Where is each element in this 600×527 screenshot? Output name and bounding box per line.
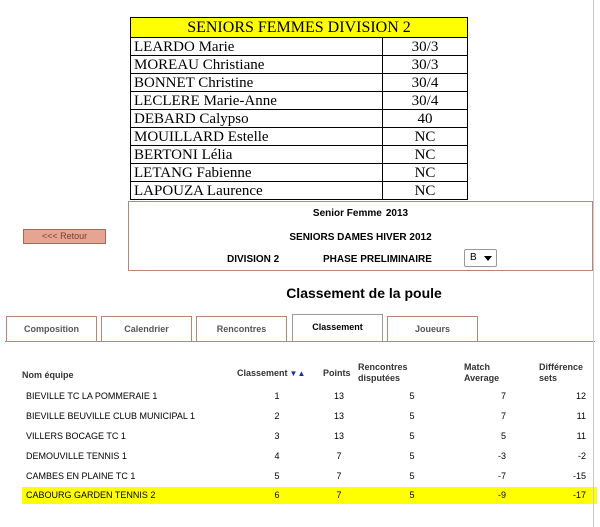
team-set-difference: 11 <box>576 431 586 441</box>
team-rank: 4 <box>274 451 280 461</box>
team-match-average: -9 <box>497 490 506 500</box>
team-set-difference: -2 <box>577 451 586 461</box>
team-played: 5 <box>409 411 415 421</box>
player-name: LETANG Fabienne <box>131 164 383 182</box>
team-rank: 5 <box>274 471 280 481</box>
header-rank-label: Classement <box>237 368 288 378</box>
team-match-average: -3 <box>497 451 506 461</box>
team-rank: 3 <box>274 431 280 441</box>
roster-row <box>131 38 468 56</box>
competition-name: SENIORS DAMES HIVER 2012 <box>289 232 432 243</box>
team-name: DEMOUVILLE TENNIS 1 <box>26 451 127 461</box>
division-label: DIVISION 2 <box>227 254 280 265</box>
roster-header-row <box>131 18 468 38</box>
header-played-line2: disputées <box>358 373 401 383</box>
team-points: 7 <box>336 451 342 461</box>
player-rank: 40 <box>383 110 468 128</box>
season-year: 2013 <box>385 208 409 219</box>
table-row-highlighted <box>22 487 597 504</box>
header-ds-line2: sets <box>539 373 558 383</box>
table-row <box>22 448 597 465</box>
table-row <box>22 408 597 425</box>
team-points: 13 <box>333 391 344 401</box>
player-name: MOREAU Christiane <box>131 56 383 74</box>
category-label: Senior Femme <box>312 208 382 219</box>
header-played <box>358 362 408 384</box>
team-set-difference: 11 <box>576 411 586 421</box>
player-rank: 30/4 <box>383 74 468 92</box>
roster-row <box>131 74 468 92</box>
player-rank: NC <box>383 164 468 182</box>
team-match-average: -7 <box>497 471 506 481</box>
header-team: Nom équipe <box>22 370 74 380</box>
team-points: 7 <box>336 490 342 500</box>
team-points: 7 <box>336 471 342 481</box>
player-name: MOUILLARD Estelle <box>131 128 383 146</box>
player-rank: 30/4 <box>383 92 468 110</box>
team-name: BIEVILLE TC LA POMMERAIE 1 <box>26 391 158 401</box>
back-button[interactable]: <<< Retour <box>23 229 106 244</box>
category-line <box>129 208 592 219</box>
roster-row <box>131 110 468 128</box>
table-row <box>22 468 597 485</box>
header-ma-line1: Match <box>464 362 491 372</box>
roster-title: SENIORS FEMMES DIVISION 2 <box>131 18 468 38</box>
team-match-average: 7 <box>500 411 506 421</box>
player-name: BERTONI Lélia <box>131 146 383 164</box>
team-set-difference: -17 <box>572 490 586 500</box>
chevron-down-icon <box>484 256 492 261</box>
team-name: BIEVILLE BEUVILLE CLUB MUNICIPAL 1 <box>26 411 196 421</box>
header-ma-line2: Average <box>464 373 500 383</box>
player-name: DEBARD Calypso <box>131 110 383 128</box>
section-title-row <box>0 285 600 301</box>
team-rank: 6 <box>274 490 280 500</box>
team-name: VILLERS BOCAGE TC 1 <box>26 431 126 441</box>
player-rank: NC <box>383 128 468 146</box>
poule-select-value: B <box>470 252 477 263</box>
tab-joueurs[interactable]: Joueurs <box>387 316 478 341</box>
roster-row <box>131 56 468 74</box>
team-played: 5 <box>409 391 415 401</box>
team-points: 13 <box>333 411 344 421</box>
team-rank: 1 <box>274 391 280 401</box>
roster-row <box>131 182 468 200</box>
roster-row <box>131 92 468 110</box>
team-name: CABOURG GARDEN TENNIS 2 <box>26 490 156 500</box>
team-match-average: 7 <box>500 391 506 401</box>
player-name: LEARDO Marie <box>131 38 383 56</box>
poule-select[interactable] <box>464 249 497 267</box>
tab-rencontres[interactable]: Rencontres <box>196 316 287 341</box>
roster-row <box>131 146 468 164</box>
tab-composition[interactable]: Composition <box>6 316 97 341</box>
header-set-difference <box>539 362 583 384</box>
team-set-difference: 12 <box>575 391 586 401</box>
team-points: 13 <box>333 431 344 441</box>
team-played: 5 <box>409 431 415 441</box>
player-rank: NC <box>383 182 468 200</box>
player-rank: 30/3 <box>383 38 468 56</box>
header-points: Points <box>323 368 351 378</box>
table-row <box>22 388 597 405</box>
team-match-average: 5 <box>500 431 506 441</box>
roster-row <box>131 164 468 182</box>
header-ds-line1: Différence <box>539 362 584 372</box>
tab-calendrier[interactable]: Calendrier <box>101 316 192 341</box>
competition-info-panel <box>128 201 593 271</box>
player-name: BONNET Christine <box>131 74 383 92</box>
header-match-average <box>464 362 499 384</box>
team-played: 5 <box>409 490 415 500</box>
tab-divider <box>5 341 595 342</box>
header-played-line1: Rencontres <box>358 362 408 372</box>
page-border <box>593 0 594 527</box>
phase-label: PHASE PRELIMINAIRE <box>323 254 432 265</box>
player-rank: 30/3 <box>383 56 468 74</box>
header-rank[interactable] <box>237 368 305 379</box>
team-played: 5 <box>409 451 415 461</box>
player-name: LAPOUZA Laurence <box>131 182 383 200</box>
player-rank: NC <box>383 146 468 164</box>
team-set-difference: -15 <box>572 471 586 481</box>
section-title: Classement de la poule <box>286 285 442 301</box>
player-name: LECLERE Marie-Anne <box>131 92 383 110</box>
roster-row <box>131 128 468 146</box>
tab-classement[interactable]: Classement <box>292 314 383 341</box>
sort-icon[interactable]: ▼▲ <box>289 369 306 378</box>
roster-table <box>130 17 468 200</box>
team-played: 5 <box>409 471 415 481</box>
team-name: CAMBES EN PLAINE TC 1 <box>26 471 136 481</box>
team-rank: 2 <box>274 411 280 421</box>
table-row <box>22 428 597 445</box>
